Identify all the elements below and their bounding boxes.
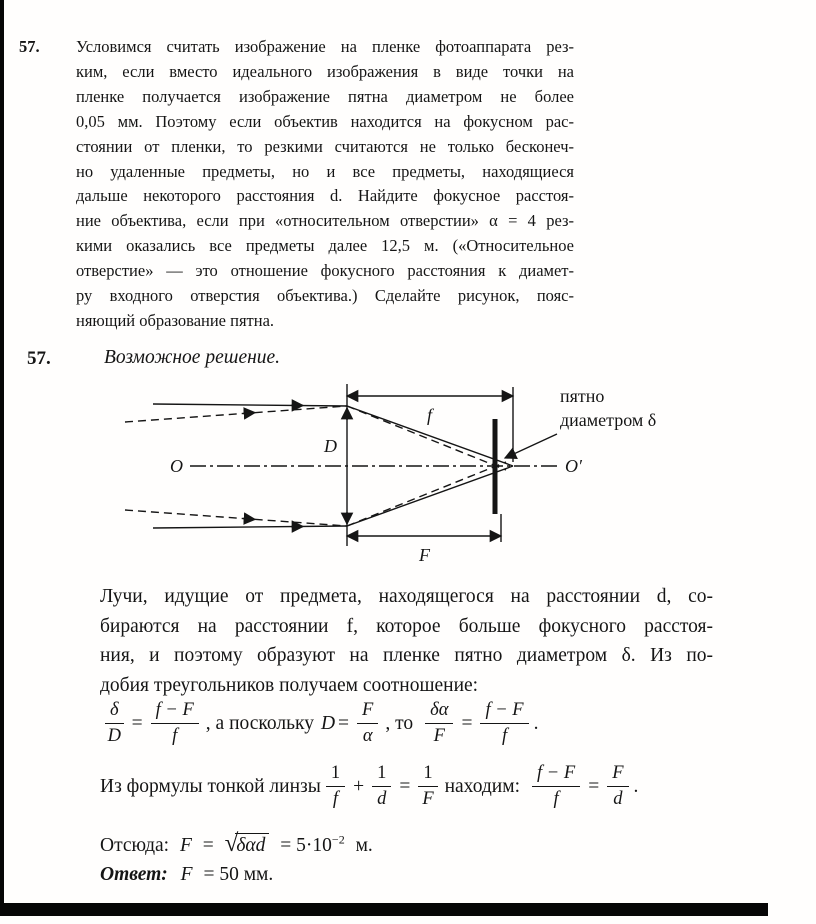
variable-D: D [320, 712, 336, 734]
solution-line: добия треугольников получаем соотношение: [100, 674, 479, 696]
fraction-1-over-F [418, 763, 437, 811]
radicand: δαd [235, 833, 269, 856]
numerator: 1 [418, 763, 437, 787]
fraction-fminusF-over-f [480, 700, 528, 748]
fraction-F-over-d [607, 763, 628, 811]
numerator: f − F [532, 763, 580, 787]
solution-line: Лучи, идущие от предмета, находящегося на расстоянии d, со- [100, 586, 713, 607]
problem-line: ру входного отверстия объектива.) Сделайте рисунок, пояс- [76, 286, 574, 306]
plus-sign: + [353, 775, 365, 797]
spot-label-line2: диаметром δ [560, 410, 657, 430]
aperture-label-D: D [324, 436, 337, 456]
problem-line: но удаленные предметы, но и все предметы, находящиеся [76, 161, 574, 181]
optics-diagram-svg [105, 374, 705, 570]
problem-line: ние объектива, если при «относительном отверстии» α = 4 рез- [76, 211, 574, 231]
period: . [633, 775, 639, 797]
ray-arrowhead [243, 519, 255, 520]
ray-dashed-top-in [125, 406, 347, 422]
solution-paragraph [100, 582, 713, 700]
solution-heading: Возможное решение. [104, 347, 281, 368]
text-then: , то [385, 712, 414, 734]
problem-line: стоянии от пленки, то резкими считаются не только бесконеч- [76, 136, 574, 156]
solution-line: ния, и поэтому образуют на пленке пятно диаметром δ. Из по- [100, 645, 713, 667]
formula-thin-lens [100, 763, 638, 811]
denominator: f [501, 726, 508, 747]
numerator: F [357, 700, 378, 724]
result-value: = 5·10 [280, 835, 332, 856]
formula-similar-triangles [100, 700, 539, 748]
solution-number: 57. [27, 348, 51, 369]
answer-value: = 50 мм. [203, 864, 274, 885]
fraction-fminusF-over-f [151, 700, 199, 748]
fraction-1-over-d [372, 763, 391, 811]
numerator: F [607, 763, 628, 787]
problem-line: Условимся считать изображение на пленке фотоаппарата рез- [76, 37, 574, 56]
problem-statement [76, 35, 574, 334]
problem-line: кими оказались все предметы далее 12,5 м. («Относительное [76, 236, 574, 256]
equals-sign: = [202, 835, 214, 856]
optics-diagram [105, 374, 705, 575]
problem-line: 0,05 мм. Поэтому если объектив находится на фокусном рас- [76, 111, 574, 131]
equals-sign: = [588, 775, 600, 797]
fraction-deltaalpha-over-F [425, 700, 453, 748]
axis-label-O: O [170, 456, 183, 476]
ray-arrowhead [243, 413, 255, 414]
denominator: F [433, 726, 445, 747]
problem-number: 57. [19, 37, 40, 56]
numerator: 1 [372, 763, 391, 787]
F-label: F [419, 545, 430, 565]
ray-solid-bottom-out [347, 466, 513, 526]
text-since: , а поскольку [205, 712, 314, 734]
sqrt-sign: √ [224, 830, 239, 857]
denominator: d [613, 789, 623, 810]
problem-line: отверстие» — это отношение фокусного расстояния к диамет- [76, 261, 574, 281]
ray-solid-top-in [153, 404, 347, 406]
numerator: δα [425, 700, 453, 724]
fraction-F-over-alpha [357, 700, 378, 748]
numerator: f − F [151, 700, 199, 724]
problem-line: дальше некоторого расстояния d. Найдите фокусное расстоя- [76, 186, 574, 206]
fraction-fminusF-over-f [532, 763, 580, 811]
unit: м. [355, 835, 373, 856]
variable-F: F [179, 835, 192, 856]
equals-sign: = [131, 712, 143, 734]
denominator: F [422, 789, 434, 810]
scan-bottom-edge [4, 903, 768, 916]
problem-line: няющий образование пятна. [76, 310, 275, 330]
spot-label-line1: пятно [560, 386, 605, 406]
denominator: D [107, 726, 121, 747]
scan-left-edge [0, 0, 4, 916]
period: . [533, 712, 539, 734]
equals-sign: = [399, 775, 411, 797]
text-find: находим: [444, 775, 520, 797]
fraction-1-over-f [326, 763, 345, 811]
numerator: δ [105, 700, 124, 724]
denominator: α [362, 726, 373, 747]
problem-line: ким, если вместо идеального изображения в виде точки на [76, 61, 574, 81]
text-lead: Из формулы тонкой линзы [100, 775, 321, 797]
answer-label: Ответ: [100, 864, 168, 885]
text-hence: Отсюда: [100, 835, 170, 856]
denominator: f [332, 789, 339, 810]
formula-result [100, 831, 373, 857]
fraction-delta-over-D [105, 700, 124, 748]
numerator: f − F [480, 700, 528, 724]
denominator: f [172, 726, 178, 747]
answer [100, 864, 273, 886]
denominator: d [377, 789, 387, 810]
equals-sign: = [461, 712, 473, 734]
variable-F: F [180, 864, 193, 885]
ray-dashed-bottom-in [125, 510, 347, 526]
solution-line: бираются на расстоянии f, которое больше фокусного расстоя- [100, 615, 713, 637]
problem-line: пленке получается изображение пятна диаметром не более [76, 86, 574, 106]
exponent: −2 [331, 832, 345, 847]
ray-dashed-bottom-out [347, 462, 506, 526]
ray-solid-bottom-in [153, 526, 347, 528]
f-label: f [427, 405, 433, 425]
denominator: f [553, 789, 559, 810]
axis-label-O-prime: O′ [565, 456, 582, 476]
numerator: 1 [326, 763, 345, 787]
equals-sign: = [338, 712, 350, 734]
